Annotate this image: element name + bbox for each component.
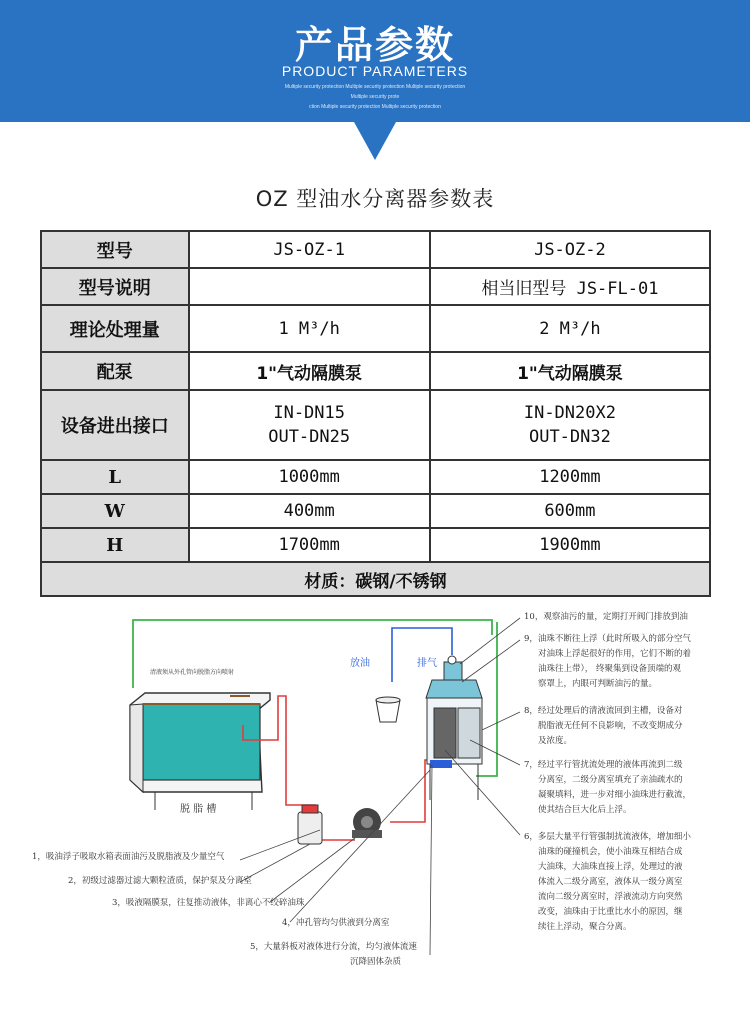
annotation-6-line: 体流入二级分离室，液体从一级分离室 [538,877,683,887]
interface-in: IN-DN20X2 [523,403,616,423]
degreasing-tank [130,693,270,810]
cell-model-2: 1"气动隔膜泵 [430,352,710,390]
oil-water-separator [426,656,482,800]
cell-model-1: JS-OZ-1 [189,231,430,268]
banner-tagline-3: ction Multiple security protection Multiple security protection [309,104,441,110]
banner-tagline-1: Multiple security protection Multiple security protection Multiple security protection [284,84,466,90]
table-row [41,460,710,494]
cell-model-1 [189,390,430,460]
annotation-4: 4，冲孔管均匀供液到分离室 [282,918,390,928]
table-row [41,562,710,596]
banner-arrow-icon [354,122,396,160]
row-label: 型号 [41,231,189,268]
table-row [41,494,710,528]
cell-model-2: 相当旧型号 JS-FL-01 [430,268,710,305]
annotation-6: 6，多层大量平行管强制扰流液体，增加细小 [524,832,691,842]
interface-out: OUT-DN32 [528,427,611,447]
row-label: 配泵 [41,352,189,390]
table-row [41,305,710,352]
annotation-7: 7，经过平行管扰流处理的液体再流到二级 [524,760,683,770]
annotation-5-line: 沉降固体杂质 [350,957,402,967]
annotation-8: 8，经过处理后的清液流回到主槽，设备对 [524,706,683,716]
row-label: 设备进出接口 [41,390,189,460]
table-title: OZ 型油水分离器参数表 [255,187,495,211]
cell-model-1: 1000mm [189,460,430,494]
cell-model-1: 1 M³/h [189,305,430,352]
annotation-6-line: 流向二级分离室时，浮液流动方向突然 [538,892,683,902]
annotation-5: 5，大量斜板对液体进行分流，均匀液体流速 [250,942,417,952]
cell-model-1: 1700mm [189,528,430,562]
table-row [41,268,710,305]
annotation-9: 9，油珠不断往上浮（此时所吸入的部分空气 [524,634,691,644]
annotation-6-line: 续往上浮动，聚合分离。 [538,922,632,932]
table-row [41,390,710,460]
row-label: 型号说明 [41,268,189,305]
cell-model-2: 1200mm [430,460,710,494]
row-label: 理论处理量 [41,305,189,352]
table-row [41,528,710,562]
annotation-9-line: 对油珠上浮起很好的作用，它们不断的着 [538,649,692,659]
annotation-7-line: 凝聚填料，进一步对细小油珠进行截流， [538,790,692,800]
table-row [41,231,710,268]
annotation-3: 3，吸液隔膜泵，往复推动液体，非离心不绞碎油珠 [112,898,305,908]
oil-drain-label: 放油 [350,658,370,669]
banner-title: 产品参数 [294,23,455,67]
annotation-8-line: 及浓度。 [538,736,573,746]
row-label: H [41,528,189,562]
cell-model-2: 600mm [430,494,710,528]
annotation-10: 10，观察油污的量，定期打开阀门排放到油 [524,612,688,622]
annotation-6-line: 改变，油珠由于比重比水小的原因，继 [538,907,683,917]
annotation-7-line: 使其结合巨大化后上浮。 [538,805,632,815]
annotation-2: 2，初级过滤器过滤大颗粒渣质，保护泵及分离室 [68,876,252,886]
vent-label: 排气 [417,658,437,669]
annotation-7-line: 分离室，二级分离室填充了亲油疏水的 [538,775,683,785]
annotation-6-line: 大油珠，大油珠直接上浮，处理过的液 [538,862,683,872]
table-row [41,352,710,390]
row-label: L [41,460,189,494]
tank-label: 脱 脂 槽 [180,804,217,815]
interface-out: OUT-DN25 [268,427,351,447]
header-banner [0,0,750,122]
return-pipe [133,620,492,688]
oil-bucket [376,697,400,722]
annotation-8-line: 脱脂液无任何不良影响，不改变期成分 [538,721,683,731]
tank-note: 清液须从外孔管向脱脂方向喷射 [150,669,235,676]
cell-model-2 [430,390,710,460]
cell-model-2: JS-OZ-2 [430,231,710,268]
cell-model-1 [189,268,430,305]
annotation-9-line: 油珠往上带）， 终聚集到设备顶端的观 [538,664,681,674]
banner-subtitle: PRODUCT PARAMETERS [281,63,469,79]
material-cell: 材质：碳钢/不锈钢 [41,562,710,596]
parameter-table [40,230,711,597]
process-diagram [0,600,750,1008]
cell-model-2: 1900mm [430,528,710,562]
pump-outlet-pipe [390,760,448,822]
diaphragm-pump [352,808,382,838]
annotation-9-line: 察罩上，内眼可判断油污的量。 [538,679,658,689]
cell-model-2: 2 M³/h [430,305,710,352]
annotation-1: 1，吸油浮子吸取水箱表面油污及脱脂液及少量空气 [32,852,225,862]
primary-filter [298,805,322,844]
row-label: W [41,494,189,528]
annotation-6-line: 油珠的碰撞机会，使小油珠互相结合成 [538,847,683,857]
cell-model-1: 1"气动隔膜泵 [189,352,430,390]
cell-model-1: 400mm [189,494,430,528]
interface-in: IN-DN15 [273,403,345,423]
banner-tagline-2: Multiple security prote [350,94,400,100]
